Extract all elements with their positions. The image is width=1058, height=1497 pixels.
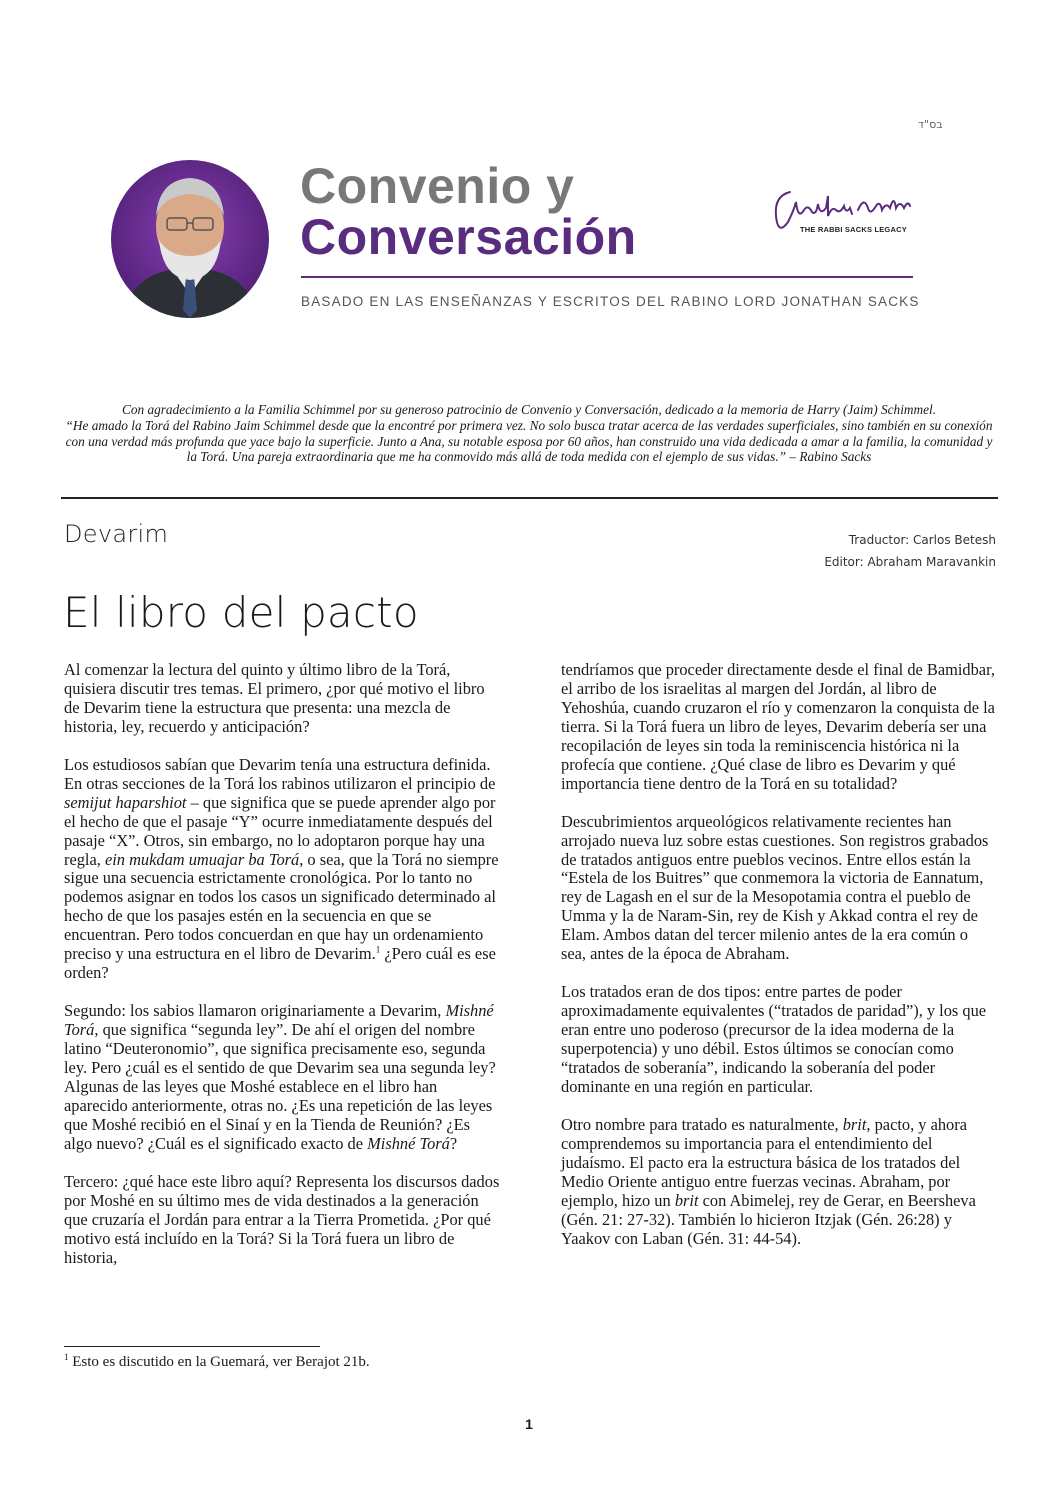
translator-credit: Traductor: Carlos Betesh [848, 533, 996, 547]
text-run: con Abimelej, rey de Gerar, en Beersheva (Gén. 21: 27-32). También lo hicieron Itzjak (Gén. 26:28) y Yaakov con Laban (Gén. 31: 44-54). [561, 1190, 976, 1248]
paragraph: Los tratados eran de dos tipos: entre partes de poder aproximadamente equivalentes (“tratados de paridad”), y los que eran entre uno poderoso (precursor de la idea moderna de la superpotencia) y uno débil. Estos últimos se conocían como “tratados de soberanía”, indicando la soberanía del poder dominante en una región en particular. [561, 982, 987, 1096]
footnote-mark: 1 [64, 1352, 69, 1362]
article-title: El libro del pacto [63, 588, 419, 637]
text-run: Los estudiosos sabían que Devarim tenía una estructura definida. En otras secciones de la Torá los rabinos utilizaron el principio de [64, 754, 496, 793]
italic-term: brit [674, 1190, 699, 1210]
brand-title-line1: Convenio y [300, 158, 575, 214]
paragraph: Al comenzar la lectura del quinto y último libro de la Torá, quisiera discutir tres temas. El primero, ¿por qué motivo el libro de Devarim tiene la estructura que presenta: una mezcla de historia, ley, recuerdo y anticipación? [64, 660, 485, 736]
brand-divider [301, 276, 913, 278]
italic-term: brit [842, 1114, 867, 1134]
footnote-text: Esto es discutido en la Guemará, ver Berajot 21b. [68, 1354, 370, 1370]
divider [61, 497, 998, 499]
brand-subtitle: BASADO EN LAS ENSEÑANZAS Y ESCRITOS DEL RABINO LORD JONATHAN SACKS [301, 294, 920, 309]
italic-term: ein mukdam umuajar ba Torá [104, 849, 300, 869]
italic-term: semijut haparshiot [64, 792, 187, 812]
brand-title-line2: Conversación [300, 209, 637, 265]
footnote-ref[interactable]: 1 [375, 944, 381, 955]
paragraph [561, 1116, 997, 1249]
text-run: – que significa que se puede aprender algo por el hecho de que el pasaje “Y” ocurre inmediatamente después del pasaje “X”. Otros, sin embargo, no lo adoptaron porque hay una regla, [64, 792, 496, 869]
dedication [60, 402, 998, 465]
text-run: Segundo: los sabios llamaron originariamente a Devarim, [64, 1001, 446, 1021]
paragraph [64, 1002, 500, 1154]
page-number: 1 [525, 1416, 533, 1432]
paragraph: Descubrimientos arqueológicos relativamente recientes han arrojado nueva luz sobre estas cuestiones. Son registros grabados de tratados antiguos entre pueblos vecinos. Entre ellos están la “Estela de los Buitres” que conmemora la victoria de Eannatum, rey de Lagash en el sur de la Mesopotamia contra el pueblo de Umma y la de Naram-Sin, rey de Kish y Akkad contra el rey de Elam. Ambos datan del tercer milenio antes de la era común o sea, antes de la época de Abraham. [561, 811, 989, 964]
dedication-line1: Con agradecimiento a la Familia Schimmel por su generoso patrocinio de Convenio y Conversación, dedicado a la memoria de Harry (Jaim) Schimmel. [121, 402, 937, 417]
editor-credit: Editor: Abraham Maravankin [824, 555, 996, 569]
italic-term: Mishné Torá [64, 1001, 494, 1040]
legacy-label: THE RABBI SACKS LEGACY [800, 225, 907, 234]
text-run: ? [449, 1133, 458, 1153]
article-column-right [561, 661, 997, 1267]
credits [824, 529, 996, 573]
footnote-divider [64, 1346, 320, 1347]
text-run: Otro nombre para tratado es naturalmente, [561, 1114, 843, 1134]
paragraph [64, 756, 500, 983]
dedication-quote: “He amado la Torá del Rabino Jaim Schimmel desde que la encontré por primera vez. No solo busca tratar acerca de las verdades superficiales, sino también en su conexión con una verdad más profunda que yace bajo la superficie. Junto a Ana, su notable esposa por 60 años, han construido una vida dedicada a amar a la familia, la comunidad y la Torá. Una pareja extraordinaria que me ha conmovido más allá de toda medida con el ejemplo de sus vidas.” – Rabino Sacks [65, 417, 993, 465]
author-portrait [111, 160, 269, 318]
italic-term: Mishné Torá [367, 1133, 450, 1153]
text-run: ¿Pero cuál es ese orden? [64, 944, 496, 983]
text-run: , que significa “segunda ley”. De ahí el origen del nombre latino “Deuteronomio”, que significa precisamente eso, segunda ley. Pero ¿cuál es el sentido de que Devarim sea una segunda ley? Algunas de las leyes que Moshé establece en el libro han aparecido anteriormente, otras no. ¿Es una repetición de las leyes que Moshé recibió en el Sinaí y en la Tienda de Reunión? ¿Es algo nuevo? ¿Cuál es el significado exacto de [64, 1020, 496, 1153]
article-column-left [64, 661, 500, 1286]
footnote [64, 1354, 370, 1371]
paragraph: Tercero: ¿qué hace este libro aquí? Representa los discursos dados por Moshé en su último mes de vida destinados a la generación que cruzaría el Jordán para entrar a la Tierra Prometida. ¿Por qué motivo está incluído en la Torá? Si la Torá fuera un libro de historia, [64, 1171, 500, 1267]
text-run: , pacto, y ahora comprendemos su importancia para el entendimiento del judaísmo. El pacto era la estructura básica de los tratados del Medio Oriente antiguo entre fuerzas vecinas. Abraham, por ejemplo, hizo un [561, 1114, 967, 1210]
portrait-image [111, 160, 269, 318]
parasha-name: Devarim [64, 520, 169, 548]
brand-title [300, 158, 637, 265]
text-run: , o sea, que la Torá no siempre sigue una secuencia estrictamente cronológica. Por lo tanto no podemos asignar en todos los casos un significado determinado al hecho de que los pasajes estén en la secuencia en que se encuentran. Pero todos concuerdan en que hay un ordenamiento preciso y una estructura en el libro de Devarim. [64, 849, 499, 964]
paragraph: tendríamos que proceder directamente desde el final de Bamidbar, el arribo de los israelitas al margen del Jordán, al libro de Yehoshúa, cuando cruzaron el río y comenzaron la conquista de la tierra. Si la Torá fuera un libro de leyes, Devarim debería ser una recopilación de leyes sin toda la reminiscencia histórica ni la profecía que contiene. ¿Qué clase de libro es Devarim y qué importancia tiene dentro de la Torá en su totalidad? [561, 660, 995, 793]
bsd-mark: בס"ד [918, 118, 943, 131]
